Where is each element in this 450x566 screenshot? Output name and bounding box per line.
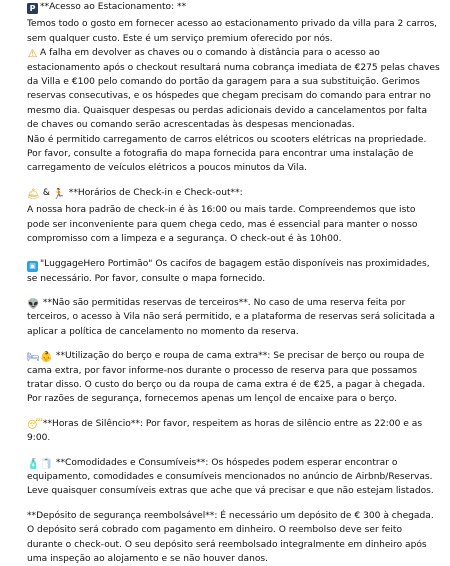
parking-icon: P <box>27 3 38 14</box>
parking-warning-line <box>27 46 440 132</box>
checkin-section <box>27 186 440 247</box>
parking-heading: **Acesso ao Estacionamento: ** <box>40 2 187 12</box>
quiet-heading: **Horas de Silêncio**: <box>42 418 144 429</box>
parking-scooters: Não é permitido carregamento de carros elétricos ou scooters elétricas na propriedade. Por favor, consulte a fotografia do mapa fornecida para encontrar uma instalação de carregamento de veículos elétricos a poucos minutos da Vila. <box>27 134 427 174</box>
crib-text: Se precisar de berço ou roupa de cama extra, por favor informe-nos durante o processo de reserva para que possamos tratar disso. O custo do berço ou da roupa de cama extra é de €25, a pagar à chegada. Por razões de segurança, fornecemos apenas um lençol de encaixe para o berço. <box>27 351 426 405</box>
quiet-text: Por favor, respeitem as horas de silêncio entre as 22:00 e as 9:00. <box>27 418 423 444</box>
parking-intro: Temos todo o gosto em fornecer acesso ao estacionamento privado da villa para 2 carros, sem qualquer custo. Este é um serviço premium oferecido por nós. <box>27 19 438 44</box>
deposit-text: É necessário um depósito de € 300 à chegada. O depósito será cobrado com pagamento em dinheiro. O reembolso deve ser feito durante o check-out. O seu depósito será reembolsado integralmente em dinheiro após uma inspeção ao alojamento e se não houver danos. <box>27 510 434 564</box>
lotion-icon: 🧻 <box>40 458 53 470</box>
crib-section <box>27 349 440 407</box>
crib-line <box>27 349 440 407</box>
bottle-icon: 🧴 <box>27 458 40 470</box>
amenities-line <box>27 456 440 499</box>
parking-section <box>27 0 440 176</box>
amenities-text: Os hóspedes podem esperar encontrar o equipamento, comodidades e consumíveis mencionados no anúncio de Airbnb/Reservas. Leve quaisquer consumíveis extras que ache que vá precisar e que não estejam listados. <box>27 457 434 497</box>
parking-warning: A falha em devolver as chaves ou o comando à distância para o acesso ao estacionamento após o checkout resultará numa cobrança imediata de €275 pelas chaves da Villa e €100 pelo comando do portão da garagem para a sua substituição. Gerimos reservas consecutivas, e os hóspedes que chegam precisam do comando para entrar no mesmo dia. Quaisquer despesas ou perdas adicionais devido a cancelamentos por falta de chaves ou comando serão acrescentadas às despesas mencionadas. <box>27 48 440 131</box>
parking-heading-line <box>27 0 440 14</box>
amenities-section <box>27 456 440 499</box>
runner-icon: 🏃 <box>52 188 66 200</box>
deposit-line <box>27 509 440 566</box>
third-party-heading: **Não são permitidas reservas de terceiros**. <box>42 297 251 308</box>
bed-icon: 🛏 <box>27 352 40 364</box>
luggage-icon: ▣ <box>27 261 38 272</box>
checkin-heading: **Horários de Check-in e Check-out**: <box>68 187 243 198</box>
alien-icon: 👽 <box>27 298 40 310</box>
third-party-text: No caso de uma reserva feita por terceiros, o acesso à Vila não será permitido, e a plataforma de reservas será solicitada a aplicar a política de cancelamento no momento da reserva. <box>27 297 435 337</box>
third-party-section <box>27 296 440 339</box>
quiet-section <box>27 417 440 446</box>
luggage-text: "LuggageHero Portimão" Os cacifos de bagagem estão disponíveis nas proximidades, se necessário. Por favor, consulte o mapa fornecido. <box>27 258 430 284</box>
checkin-heading-line: 🛎 & 🏃 **Horários de Check-in e Check-out**: <box>27 187 243 200</box>
deposit-heading: **Depósito de segurança reembolsável**: <box>27 510 218 521</box>
crib-heading: **Utilização do berço e roupa de cama extra**: <box>55 351 271 362</box>
warning-icon: ⚠ <box>27 47 38 61</box>
checkin-text: A nossa hora padrão de check-in é às 16:00 ou mais tarde. Compreendemos que isto pode ser inconveniente para quem chega cedo, mas é essencial para manter o nosso compromisso com a limpeza e a segurança. O check-out é às 10h00. <box>27 205 418 245</box>
deposit-section <box>27 509 440 566</box>
luggage-section <box>27 257 440 286</box>
baby-icon: 👶 <box>40 352 53 364</box>
quiet-line <box>27 417 440 446</box>
bellhop-icon: 🛎 <box>27 188 40 200</box>
third-party-line <box>27 296 440 339</box>
clock-icon: 😴 <box>27 419 44 431</box>
amenities-heading: **Comodidades e Consumíveis**: <box>55 457 209 468</box>
luggage-line <box>27 257 440 286</box>
